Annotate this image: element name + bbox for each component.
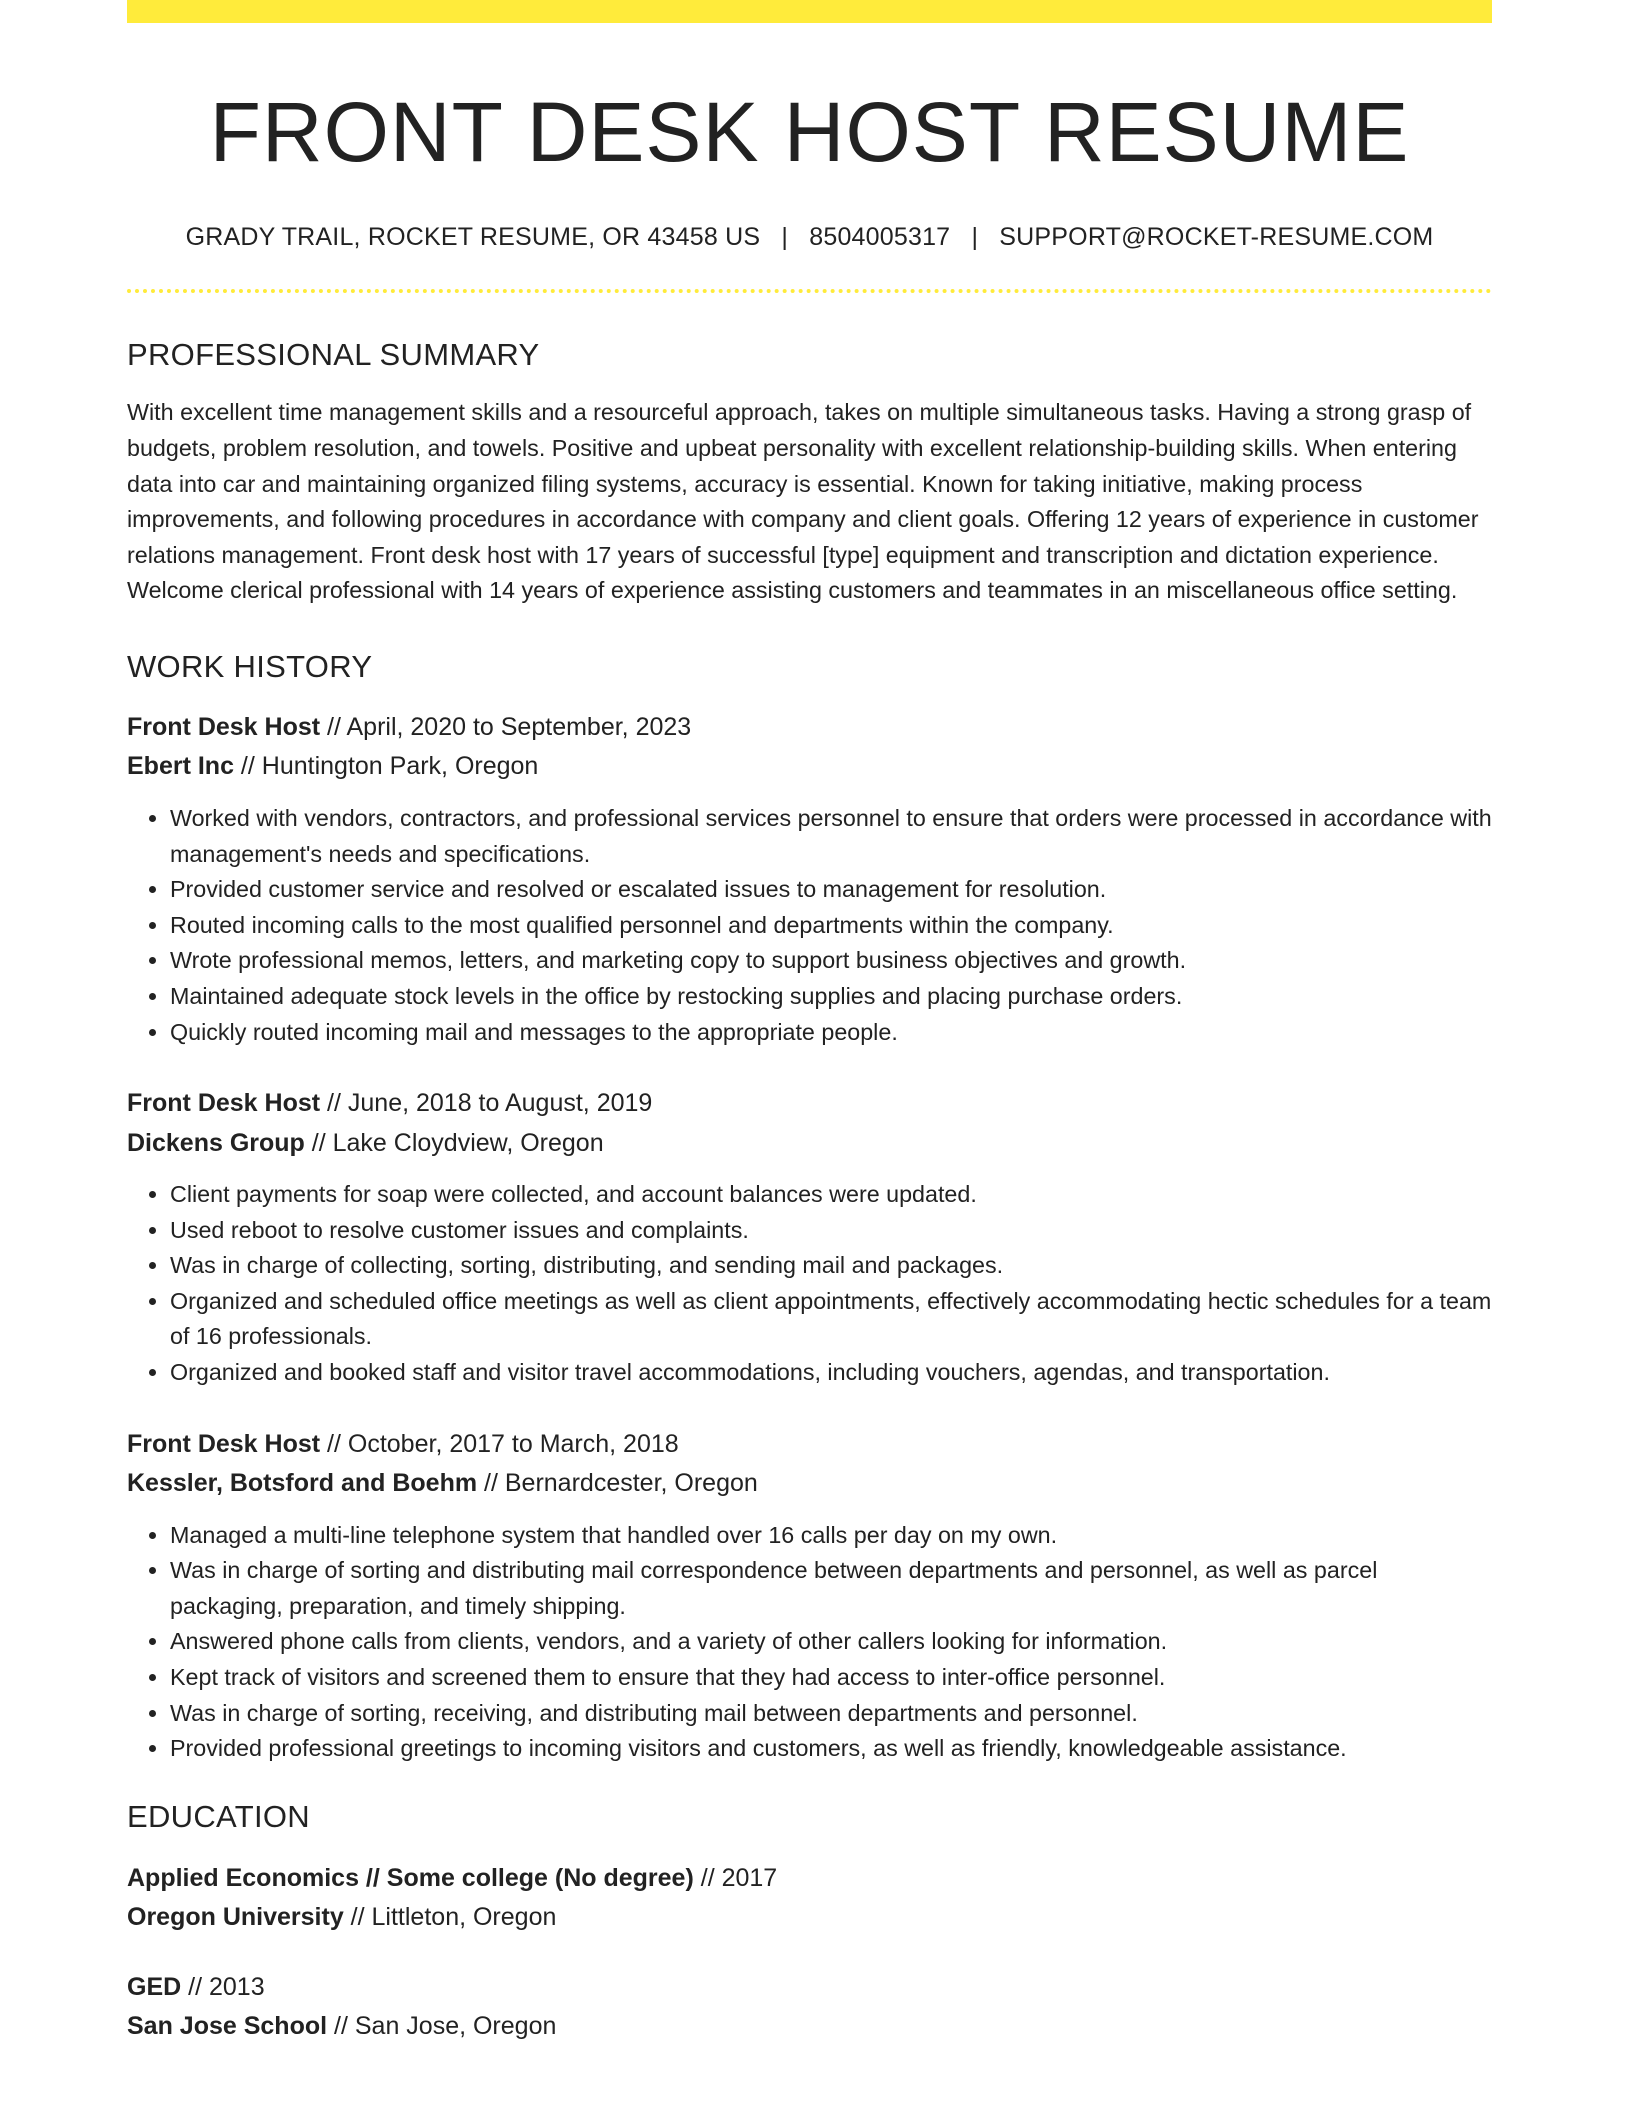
job-bullet: • Managed a multi-line telephone system that handled over 16 calls per day on my own. bbox=[170, 1518, 1492, 1554]
education-location: San Jose, Oregon bbox=[354, 2012, 557, 2041]
education-degree: GED bbox=[127, 1972, 182, 2001]
education-year: 2017 bbox=[721, 1863, 778, 1892]
education-degree: Applied Economics // Some college (No degree) bbox=[127, 1863, 694, 1892]
job-bullet-list bbox=[127, 1177, 1492, 1391]
job-bullet: • Was in charge of collecting, sorting, distributing, and sending mail and packages. bbox=[170, 1248, 1492, 1284]
job-bullet-list bbox=[127, 801, 1492, 1050]
job-title: Front Desk Host bbox=[127, 1089, 321, 1118]
contact-email: SUPPORT@ROCKET-RESUME.COM bbox=[999, 223, 1434, 252]
job-location: Huntington Park, Oregon bbox=[261, 752, 539, 781]
education-heading: EDUCATION bbox=[127, 1798, 310, 1834]
education-list bbox=[127, 1859, 1492, 2047]
job-bullet: • Was in charge of sorting, receiving, and distributing mail between departments and personnel. bbox=[170, 1696, 1492, 1732]
job-bullet: • Kept track of visitors and screened them to ensure that they had access to inter-office personnel. bbox=[170, 1660, 1492, 1696]
job-bullet: • Wrote professional memos, letters, and marketing copy to support business objectives and growth. bbox=[170, 943, 1492, 979]
job-bullet: • Answered phone calls from clients, vendors, and a variety of other callers looking for information. bbox=[170, 1624, 1492, 1660]
job-bullet-list bbox=[127, 1518, 1492, 1767]
job-entry bbox=[127, 708, 1492, 1050]
contact-phone: 8504005317 bbox=[809, 223, 951, 252]
job-location: Bernardcester, Oregon bbox=[504, 1469, 758, 1498]
contact-address: GRADY TRAIL, ROCKET RESUME, OR 43458 US bbox=[185, 223, 761, 252]
job-bullet: • Client payments for soap were collected, and account balances were updated. bbox=[170, 1177, 1492, 1213]
work-history-list bbox=[127, 708, 1492, 1767]
job-company: Dickens Group bbox=[127, 1128, 305, 1157]
job-bullet: • Organized and scheduled office meetings as well as client appointments, effectively accommodating hectic schedules for a team of 16 professionals. bbox=[170, 1284, 1492, 1355]
job-company: Kessler, Botsford and Boehm bbox=[127, 1469, 478, 1498]
job-company: Ebert Inc bbox=[127, 752, 234, 781]
summary-text: With excellent time management skills and a resourceful approach, takes on multiple simultaneous tasks. Having a strong grasp of budgets, problem resolution, and towels. Positive and upbeat personality with excellent relationship-building skills. When entering data into car and maintaining organized filing systems, accuracy is essential. Known for taking initiative, making process improvements, and following procedures in accordance with company and client goals. Offering 12 years of experience in customer relations management. Front desk host with 17 years of successful [type] equipment and transcription and dictation experience. Welcome clerical professional with 14 years of experience assisting customers and teammates in an miscellaneous office setting. bbox=[127, 399, 1479, 604]
job-dates: June, 2018 to August, 2019 bbox=[347, 1089, 653, 1118]
job-location: Lake Cloydview, Oregon bbox=[332, 1128, 604, 1157]
contact-line bbox=[127, 223, 1492, 252]
dotted-divider bbox=[127, 289, 1492, 293]
job-entry bbox=[127, 1425, 1492, 1767]
education-school: Oregon University bbox=[127, 1903, 344, 1932]
contact-separator: | bbox=[971, 223, 979, 252]
job-entry bbox=[127, 1084, 1492, 1391]
education-school: San Jose School bbox=[127, 2012, 328, 2041]
job-title: Front Desk Host bbox=[127, 712, 321, 741]
work-history-heading: WORK HISTORY bbox=[127, 648, 373, 684]
top-accent-bar bbox=[127, 0, 1492, 23]
job-bullet: • Provided customer service and resolved or escalated issues to management for resolution. bbox=[170, 872, 1492, 908]
job-title-line: Front Desk Host // April, 2020 to September, 2023 bbox=[127, 712, 692, 741]
job-company-line: Kessler, Botsford and Boehm // Bernardcester, Oregon bbox=[127, 1469, 758, 1498]
job-bullet: • Worked with vendors, contractors, and professional services personnel to ensure that orders were processed in accordance with management's needs and specifications. bbox=[170, 801, 1492, 872]
job-bullet: • Quickly routed incoming mail and messages to the appropriate people. bbox=[170, 1015, 1492, 1051]
resume-page bbox=[127, 0, 1492, 2047]
job-dates: October, 2017 to March, 2018 bbox=[347, 1429, 679, 1458]
job-bullet: • Used reboot to resolve customer issues and complaints. bbox=[170, 1213, 1492, 1249]
summary-heading: PROFESSIONAL SUMMARY bbox=[127, 337, 540, 373]
education-school-line: Oregon University // Littleton, Oregon bbox=[127, 1903, 557, 1932]
education-entry bbox=[127, 1968, 1492, 2047]
education-school-line: San Jose School // San Jose, Oregon bbox=[127, 2012, 557, 2041]
resume-title: FRONT DESK HOST RESUME bbox=[209, 85, 1410, 179]
job-bullet: • Was in charge of sorting and distributing mail correspondence between departments and personnel, as well as parcel packaging, preparation, and timely shipping. bbox=[170, 1553, 1492, 1624]
job-bullet: • Organized and booked staff and visitor travel accommodations, including vouchers, agendas, and transportation. bbox=[170, 1355, 1492, 1391]
job-bullet: • Provided professional greetings to incoming visitors and customers, as well as friendly, knowledgeable assistance. bbox=[170, 1731, 1492, 1767]
job-title: Front Desk Host bbox=[127, 1429, 321, 1458]
job-bullet: • Maintained adequate stock levels in the office by restocking supplies and placing purchase orders. bbox=[170, 979, 1492, 1015]
education-degree-line: GED // 2013 bbox=[127, 1972, 265, 2001]
job-company-line: Ebert Inc // Huntington Park, Oregon bbox=[127, 752, 539, 781]
education-entry bbox=[127, 1859, 1492, 1938]
job-company-line: Dickens Group // Lake Cloydview, Oregon bbox=[127, 1128, 604, 1157]
contact-separator: | bbox=[781, 223, 789, 252]
job-title-line: Front Desk Host // June, 2018 to August, 2019 bbox=[127, 1089, 653, 1118]
job-title-line: Front Desk Host // October, 2017 to March, 2018 bbox=[127, 1429, 679, 1458]
job-dates: April, 2020 to September, 2023 bbox=[346, 712, 692, 741]
education-degree-line: Applied Economics // Some college (No degree) // 2017 bbox=[127, 1863, 778, 1892]
job-bullet: • Routed incoming calls to the most qualified personnel and departments within the company. bbox=[170, 908, 1492, 944]
education-location: Littleton, Oregon bbox=[371, 1903, 557, 1932]
education-year: 2013 bbox=[208, 1972, 265, 2001]
